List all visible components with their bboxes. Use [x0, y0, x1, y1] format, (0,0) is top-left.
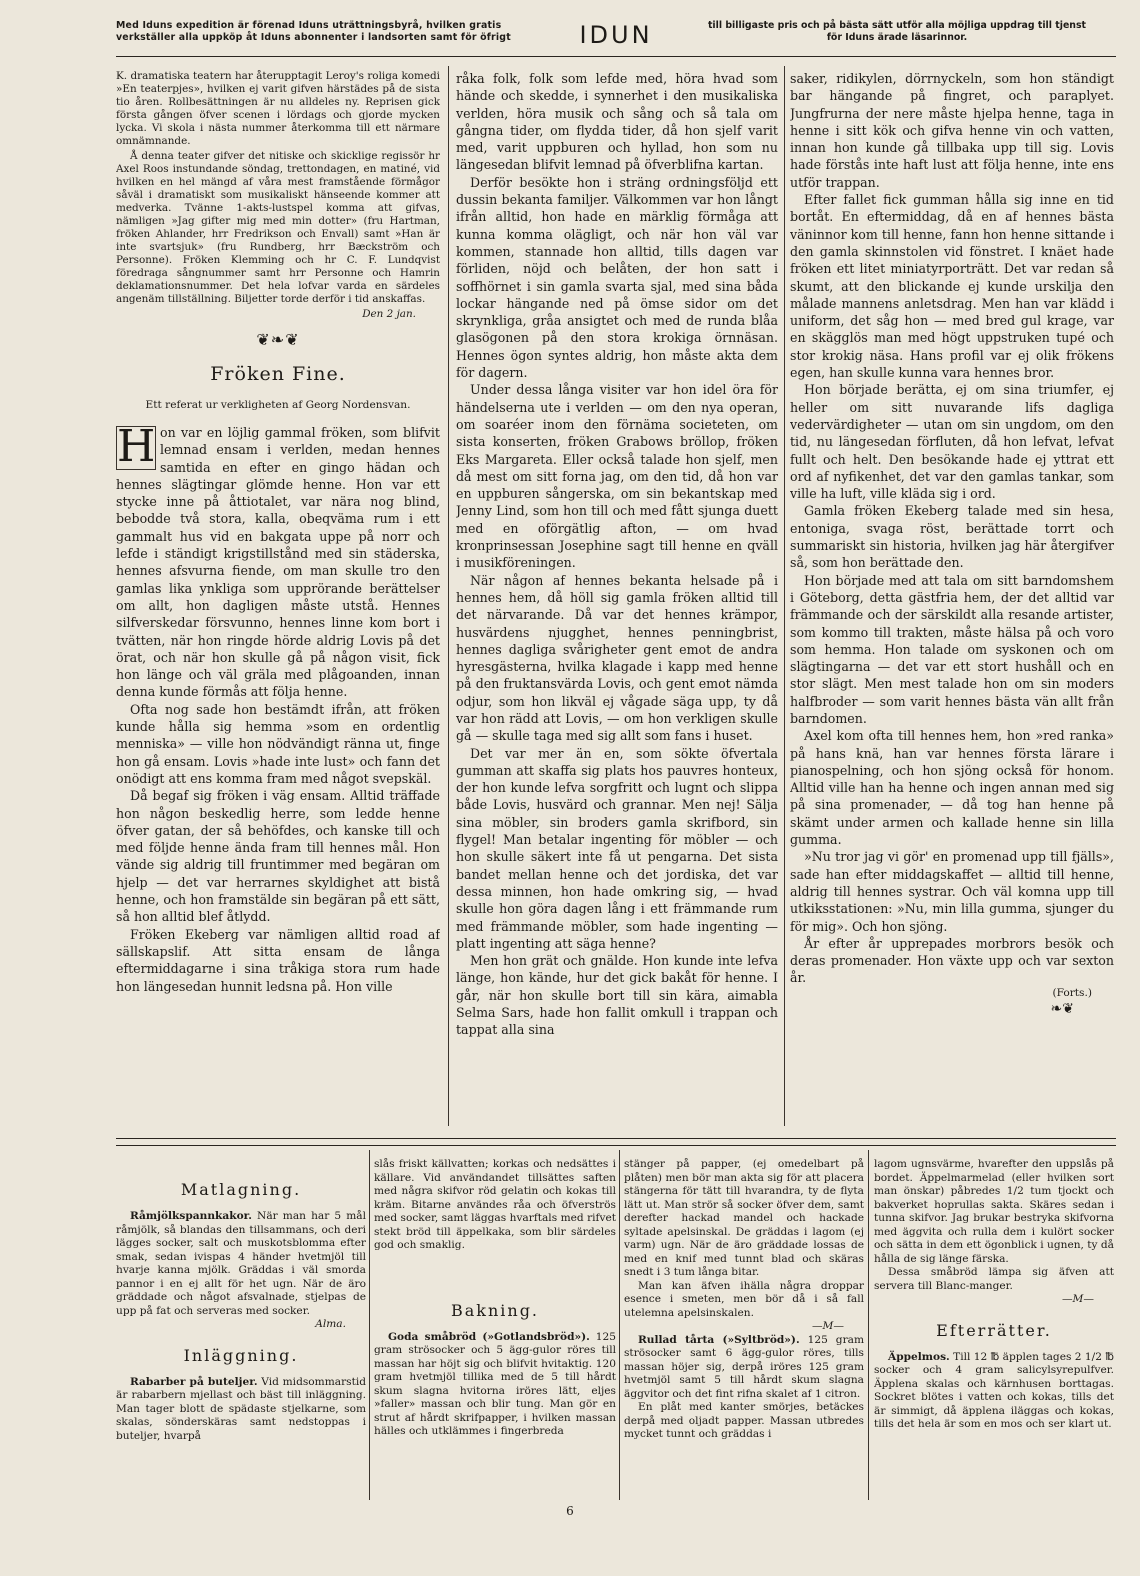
col3-paragraph-8: År efter år upprepades morbrors besök och deras promenader. Hon växte upp och var sexton år. [790, 935, 1114, 986]
bakning-heading: Bakning. [450, 1300, 540, 1320]
story-title: Fröken Fine. [210, 363, 346, 385]
story-paragraph-3: Då begaf sig fröken i väg ensam. Alltid träffade hon någon beskedlig herre, som ledde henne öfver gatan, der så behöfdes, och kanske till och med följde henne ända fram till hennes mål. Hon vände sig aldrig till fruntimmer med begäran om hjelp — det var herrarnes skyldighet att bistå henne, och hon framstälde sin begäran på ett sätt, så hon alltid blef åtlydd. [116, 788, 440, 925]
smabrod-signature: —M— [811, 1320, 844, 1332]
appelmos-heading: Äppelmos. [888, 1350, 950, 1363]
col3-paragraph-5: Hon började med att tala om sitt barndomshem i Göteborg, detta gästfria hem, der det alltid var främmande och der särskildt alla resande artister, som kommo till trakten, måste hälsa på och voro som hemma. Hon talade om syskonen och om slägtingarna — det var ett stort hushåll och en stor slägt. Men mest talade hon om sin moders halfbroder — som varit hennes bästa vän allt från barndomen. [790, 572, 1114, 726]
story-paragraph-4: Fröken Ekeberg var nämligen alltid road af sällskapslif. Att sitta ensam de långa eftermiddagarne i sina tråkiga stora rum hade hon längesedan hunnit ledsna på. Hon ville [116, 926, 440, 994]
col3-paragraph-6: Axel kom ofta till hennes hem, hon »red ranka» på hans knä, han var hennes första lärare i pianospelning, och hon sjöng också för honom. Alltid ville han ha henne och ingen annan med sig på sina promenader, — då tog han henne på skämt under armen och kallade henne sin lilla gumma. [790, 728, 1114, 848]
col2-paragraph-5: Det var mer än en, som sökte öfvertala gumman att skaffa sig plats hos pauvres honteux, der hon kunde lefva sorgfritt och lugnt och slippa både Lovis, husvärd och grannar. Men nej! Sälja sina möbler, sin broders gamla skrifbord, sin flygel! Man betalar ingenting för möbler — och hon skulle säkert inte få ut pengarna. Det sista bandet mellan henne och det jordiska, det var dessa minnen, hon hade omkring sig, — hvad skulle hon göra dagen lång i ett främmande rum med främmande möbler, som hade ingenting — platt ingenting att säga henne? [456, 745, 778, 951]
rulltarta-text: 125 gram strösocker samt 6 ägg-gulor röres, tills massan höjer sig, derpå iröres 125 gram hvetmjöl samt 5 till hårdt skum slagna äggvitor och det fint rifna skalet af 1 citron. [624, 1333, 864, 1400]
section-rule-top [116, 1138, 1116, 1139]
masthead-right [678, 20, 1116, 43]
bottom-column-3 [624, 1158, 864, 1498]
column-2 [456, 70, 778, 1125]
section-rule-bottom [116, 1145, 1116, 1146]
theatre-notice [116, 70, 440, 148]
masthead-left [116, 20, 556, 43]
column-divider-1 [448, 66, 449, 1126]
masthead-title: IDUN [579, 21, 653, 49]
inlaggning-heading: Inläggning. [183, 1345, 299, 1365]
smabrod-heading: Goda småbröd (»Gotlandsbröd»). [388, 1330, 590, 1343]
rulltarta-signature: —M— [1061, 1293, 1094, 1305]
rulltarta-continued: En plåt med kanter smörjes, betäckes derpå med oljadt papper. Massan utbredes mycket tunnt och gräddas i [624, 1401, 864, 1440]
col2-paragraph-3: Under dessa långa visiter var hon idel öra för händelserna ute i verlden — om den nya operan, om soaréer inom den förnäma societeten, om sista konserten, fröken Grabows bröllop, fröken Eks Margareta. Eller också talade hon sjelf, men då mest om sitt forna jag, om den tid, då hon var en uppburen sångerska, om sin bekantskap med Jenny Lind, som hon till och med fått sjunga duett med en oförgätlig afton, — om hvad kronprinsessan Josephine sagt till henne en qväll i musikföreningen. [456, 382, 778, 571]
rulltarta-end: lagom ugnsvärme, hvarefter den uppslås på bordet. Äppelmarmelad (eller hvilken sort man önskar) påbredes 1/2 tum tjockt och bakverket hoprullas sakta. Skäres sedan i tunna skifvor. Jag brukar bestrykа skifvorna med äggvita och rulla dem i kulört socker och sätta in dem ett ögonblick i ugnen, ty då hålla de sig länge färska. [874, 1158, 1114, 1265]
theatre-matinee: Å denna teater gifver det nitiske och skicklige regissör hr Axel Roos instundande söndag, trettondagen, en matiné, vid hvilken en hel mängd af våra mest framstående förmågor såväl i dramatiskt som musikaliskt hänseende kommer att medverka. Tvänne 1-akts-lustspel komma att gifvas, nämligen »Jag gifter mig med min dotter» (fru Hartman, fröken Ahlander, hrr Fredrikson och Envall) samt »Han är inte svartsjuk» (fru Rundberg, hrr Bæckström och Personne). Fröken Klemming och hr C. F. Lundqvist föredraga sångnummer samt hrr Personne och Hamrin deklamationsnummer. Det hela lofvar varda en särdeles angenäm tillställning. Biljetter torde derför i tid anskaffas. [116, 150, 440, 305]
masthead [116, 20, 1116, 50]
smabrod-recipe [374, 1331, 616, 1439]
ornament-divider: ❦❧❦ [256, 330, 300, 349]
continued-note: (Forts.) [1052, 986, 1092, 999]
ramjolk-text: När man har 5 mål råmjölk, så blandas den tillsammans, och deri lägges socker, salt och muskotsblomma efter smak, sedan ivispas 4 händer hvetmjöl till hvarje kanna mjölk. Gräddas i väl smorda pannor i en ej allt för het ugn. När de äro gräddade och något afsvalnade, stjelpas de upp på fat och serveras med socker. [116, 1210, 366, 1317]
appelmos-recipe [874, 1351, 1114, 1432]
masthead-rule [116, 56, 1116, 57]
rabarber-heading: Rabarber på buteljer. [130, 1375, 258, 1388]
page-number: 6 [566, 1504, 574, 1518]
story-paragraph-1-text: on var en löjlig gammal fröken, som blifvit lemnad ensam i verlden, medan hennes samtida en efter en gingo hädan och hennes slägtingar glömde henne. Hon var ett stycke inne på åttiotalet, var nära nog blind, bebodde två stora, kalla, obeqväma rum i ett gammalt hus vid en bakgata uppe på norr och lefde i ständigt krigstillstånd med sin städerska, hennes afsvurna fiende, om man skulle tro den gamlas lika ynkliga som upprörande berättelser om allt, hon dagligen måste utstå. Hennes silfverskedar försvunno, hennes linne kom bort i tvätten, när hon ringde hörde aldrig Lovis på det örat, och när hon skulle gå på någon visit, fick hon länge och väl gräla med plågoanden, innan denna kunde förmås att följa henne. [116, 425, 440, 700]
col2-paragraph-6: Men hon grät och gnälde. Hon kunde inte lefva länge, hon kände, hur det gick bakåt för henne. I går, när hon skulle bort till sin kära, aimabla Selma Sars, hade hon fallit omkull i trappan och tappat alla sina [456, 953, 778, 1038]
rabarber-recipe [116, 1376, 366, 1444]
story-paragraph-1 [116, 421, 440, 701]
col2-paragraph-4: När någon af hennes bekanta helsade på i hennes hem, då höll sig gamla fröken alltid till det närvarande. Då var det hennes krämpor, husvärdens njugghet, hennes penningbrist, hennes dagliga svårigheter gent emot de andra hyresgästerna, hvilka klagade i kapp med henne på den fruktansvärda Lovis, och gent emot nämda odjur, som hon likväl ej vågade säga upp, ty då var hon rädd att Lovis, — om hon verkligen skulle gå — skulle taga med sig allt som fans i huset. [456, 572, 778, 744]
column-divider-2 [784, 66, 785, 1126]
ramjolk-recipe [116, 1210, 366, 1318]
bottom-column-4 [874, 1158, 1114, 1498]
rulltarta-heading: Rullad tårta (»Syltbröd»). [638, 1333, 800, 1346]
col3-paragraph-2: Efter fallet fick gumman hålla sig inne en tid bortåt. En eftermiddag, då en af hennes bästa väninnor kom till henne, fann hon henne sittande i den gamla skinnstolen vid fönstret. I knäet hade fröken ett litet miniatyrporträtt. Det var redan så skumt, att den blickande ej kunde urskilja den målade mannens anletsdrag. Men han var klädd i uniform, det såg hon — med bred gul krage, var en skägglös man med högt uppstruken tupé och stor krokig näsa. Hans profil var ej olik frökens egen, han skulle kunna vara hennes bror. [790, 192, 1114, 381]
story-byline: Ett referat ur verkligheten af Georg Nordensvan. [145, 399, 411, 411]
smabrod-continued: stänger på papper, (ej omedelbart på plåten) men bör man akta sig för att placera stängerna för tätt till hvarandra, ty de flyta lätt ut. Man strör så socker öfver dem, samt derefter hackad mandel och hackade syltade apelsinskal. De gräddas i lagom (ej varm) ugn. När de äro gräddade lossas de med en knif med tunnt blad och skäras snedt i 3 tum långa bitar. [624, 1158, 864, 1278]
col3-paragraph-3: Hon började berätta, ej om sina triumfer, ej heller om sitt nuvarande lifs dagliga vedervärdigheter — utan om sin ungdom, om den tid, nu längesedan förfluten, då hon lefvat, lefvat fullt och helt. Den besökande hade ej yttrat ett ord af nyfikenhet, det var den gamlas tankar, som ville ha luft, ville kläda sig i ord. [790, 382, 1114, 502]
rabarber-text: Vid midsommarstid är rabarbern mjellast och bäst till inläggning. Man tager blott de spädaste stjelkarne, som skalas, sönderskäras samt nedstoppas i buteljer, hvarpå [116, 1375, 366, 1442]
smabrod-text: 125 gram strösocker och 5 ägg-gulor röres till massan har höjt sig och blifvit hvitaktig. 120 gram hvetmjöl tillika med de 5 till hårdt skum slagna hvitorna iröres lätt, eljes »faller» massan och blir tung. Man gör en strut af hårdt skrifpapper, i hvilken massan hälles och utklämmes i fingerbreda [374, 1330, 616, 1437]
column-3 [790, 70, 1114, 1125]
rulltarta-serving: Dessa småbröd lämpa sig äfven att servera till Blanc-manger. [874, 1266, 1114, 1292]
drop-cap: H [117, 421, 156, 472]
bottom-column-2 [374, 1158, 616, 1498]
bottom-divider-3 [868, 1150, 869, 1500]
dateline: Den 2 jan. [362, 308, 416, 320]
efterratter-heading: Efterrätter. [936, 1320, 1052, 1340]
col2-paragraph-1: råka folk, folk som lefde med, höra hvad som hände och skedde, i synnerhet i den musikaliska verlden, höra musik och sång och så tala om gångna tider, om flydda tider, då hon sjelf varit med, varit uppburen och hyllad, hon som nu längesedan blifvit lemnad på öfverblifna kartan. [456, 71, 778, 173]
bottom-column-1 [116, 1158, 366, 1498]
smabrod-note: Man kan äfven ihälla några droppar esence i smeten, men bör då i så fall utelemna apelsinskalen. [624, 1279, 864, 1319]
masthead-left-line2: verkställer alla uppköp åt Iduns abonnenter i landsorten samt för öfrigt [116, 31, 511, 43]
column-1 [116, 70, 440, 1125]
col2-paragraph-2: Derför besökte hon i sträng ordningsföljd ett dussin bekanta familjer. Välkommen var hon långt ifrån alltid, hon hade en märklig förmåga att kunna komma olägligt, och när hon väl var kommen, stannade hon alltid, tills dagen var förliden, nöjd och belåten, der hon satt i soffhörnet i sin gamla svarta sjal, med sina båda lockar hängande ned på ömse sidor om det skrynkliga, gråa ansigtet och med de runda blåa glasögonen på den stora krokiga örnnäsan. Hennes ögon syntes aldrig, hon måste akta dem för dagern. [456, 174, 778, 381]
col3-paragraph-7: »Nu tror jag vi gör' en promenad upp till fjälls», sade han efter middagskaffet — alltid till henne, aldrig till hennes systrar. Och väl komna upp till utkiksstationen: »Nu, min lilla gumma, sjunger du för mig». Och hon sjöng. [790, 849, 1114, 934]
story-paragraph-2: Ofta nog sade hon bestämdt ifrån, att fröken kunde hålla sig hemma »som en ordentlig menniska» — ville hon nödvändigt ränna ut, finge hon gå ensam. Lovis »hade inte lust» och fann det onödigt att ens komma fram med något svepskäl. [116, 701, 440, 786]
masthead-right-line2: för Iduns ärade läsarinnor. [826, 31, 968, 43]
col3-paragraph-1: saker, ridikylen, dörrnyckeln, som hon ständigt bar hängande på fingret, och paraplyet. Jungfrurna der nere måste hjelpa henne, taga in henne i sitt kök och gifva henne vin och vatten, innan hon kunde gå tillbaka upp till sig. Lovis hade förstås inte haft lust att följa henne, inte ens utför trappan. [790, 71, 1114, 190]
matlagning-heading: Matlagning. [180, 1180, 302, 1199]
bottom-divider-2 [619, 1150, 620, 1500]
theatre-notice-text: K. dramatiska teatern har återupptagit Leroy's roliga komedi »En teaterpjes», hvilken ej varit gifven härstädes på de sista tio åren. Rollbesättningen är nu alldeles ny. Reprisen gick första gången öfver scenen i lördags och gjorde mycken lycka. Vi skola i nästa nummer återkomma till ett närmare omnämnande. [116, 70, 440, 147]
ramjolk-heading: Råmjölkspannkakor. [130, 1210, 252, 1222]
masthead-right-line1: till billigaste pris och på bästa sätt utför alla möjliga uppdrag till tjenst [707, 20, 1087, 31]
appelmos-text: Till 12 ℔ äpplen tages 2 1/2 ℔ socker och 4 gram salicylsyrepulfver. Äpplena skalas och kärnhusen borttagas. Sockret blötes i vatten och kokas, tills det är simmigt, då äpplena iläggas och kokas, tills det hela är som en mos och ser klart ut. [874, 1350, 1114, 1430]
rabarber-continued: slås friskt källvatten; korkas och nedsättes i källare. Vid användandet tillsättes saften med några skifvor röd gelatin och kokas till kräm. Bitarne användes råa och öfverströs med socker, samt läggas hvarftals med rifvet stekt bröd till äppelkaka, som blir särdeles god och smaklig. [374, 1158, 616, 1251]
ramjolk-signature: Alma. [315, 1318, 346, 1330]
col3-paragraph-4: Gamla fröken Ekeberg talade med sin hesa, entoniga, svaga röst, berättade torrt och summariskt sin historia, hvilken jag här återgifver så, som hon berättade den. [790, 503, 1114, 571]
rulltarta-recipe [624, 1334, 864, 1402]
bottom-divider-1 [369, 1150, 370, 1500]
end-ornament: ❧❦ [1050, 1000, 1074, 1017]
masthead-left-line1: Med Iduns expedition är förenad Iduns uträttningsbyrå, hvilken gratis [116, 20, 502, 31]
